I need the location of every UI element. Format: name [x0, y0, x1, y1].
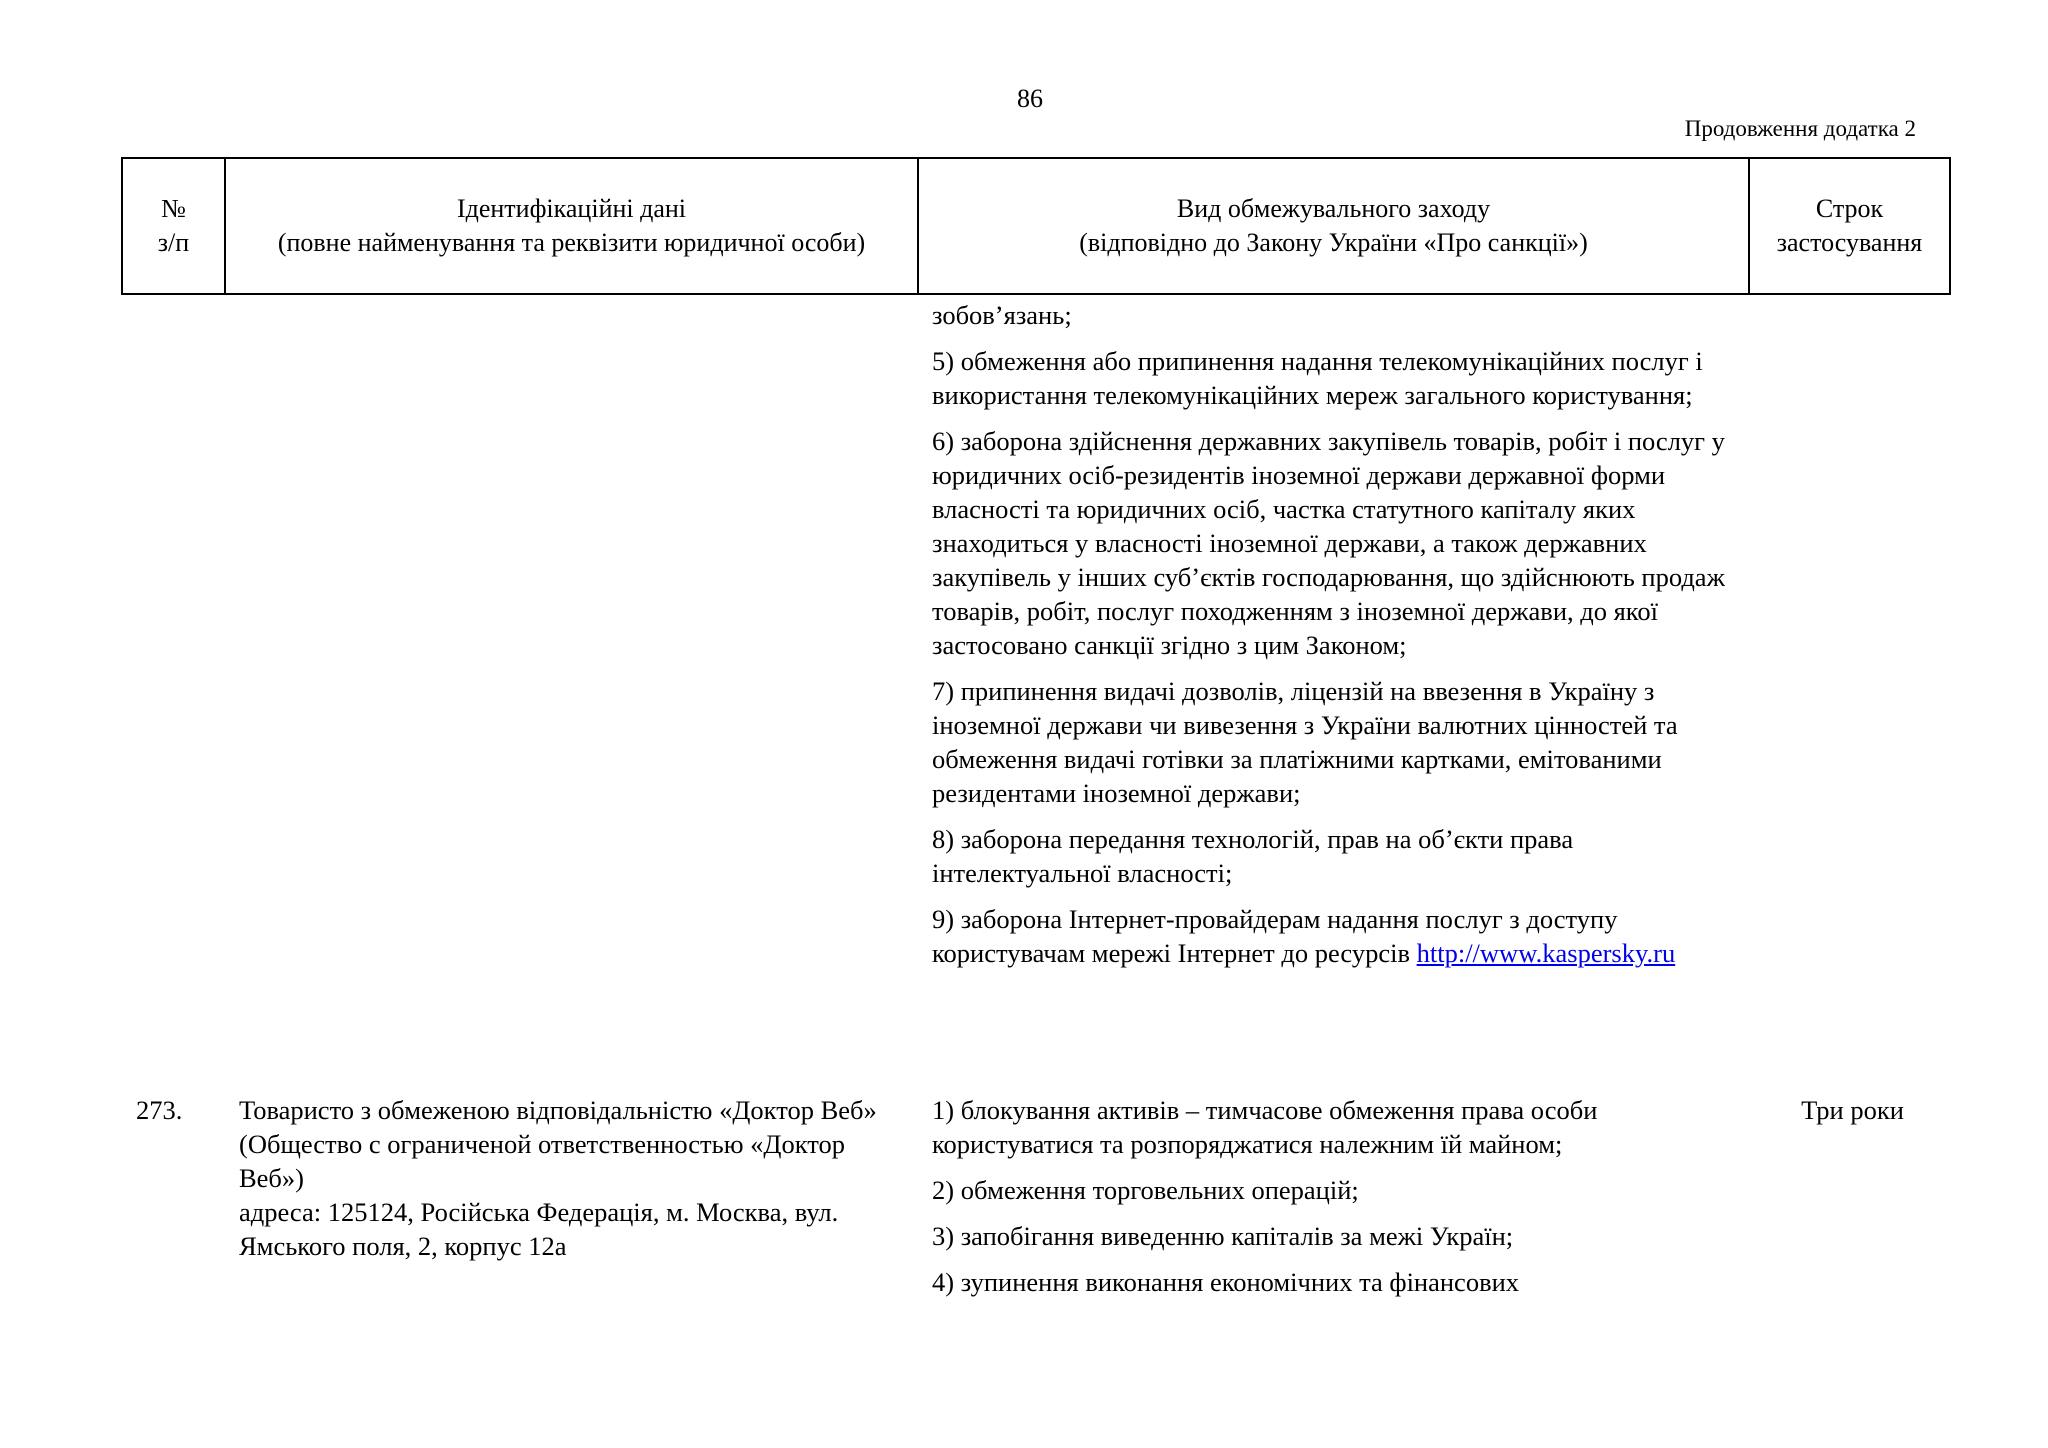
header-measure-line-2: (відповідно до Закону України «Про санкції»)	[1079, 228, 1588, 257]
continued-measures	[932, 298, 1752, 982]
page-number: 86	[1017, 84, 1043, 113]
entry-measure-item: 1) блокування активів – тимчасове обмеження права особи користуватися та розпоряджатися належним їй майном;	[932, 1095, 1598, 1159]
header-number-line-2: з/п	[157, 228, 190, 257]
entry-name: Товаристо з обмеженою відповідальністю «Доктор Веб» (Общество с ограниченой ответственностью «Доктор Веб»)	[239, 1095, 877, 1193]
entry-address: адреса: 125124, Російська Федерація, м. Москва, вул. Ямського поля, 2, корпус 12а	[239, 1197, 839, 1261]
continuation-note: Продовження додатка 2	[1684, 116, 1916, 141]
continued-measure-item: 6) заборона здійснення державних закупівель товарів, робіт і послуг у юридичних осіб-резидентів іноземної держави державної форми власності та юридичних осіб, частка статутного капіталу яких знаходиться у власності іноземної держави, а також державних закупівель у інших суб’єктів господарювання, що здійснюють продаж товарів, робіт, послуг походженням з іноземної держави, до якої застосовано санкції згідно з цим Законом;	[932, 426, 1725, 660]
header-identification-column	[225, 158, 918, 294]
entry-measure-item: 2) обмеження торговельних операцій;	[932, 1175, 1359, 1205]
header-term-line-1: Строк	[1815, 194, 1884, 223]
continued-measure-item: зобов’язань;	[932, 300, 1072, 330]
header-term-column	[1749, 158, 1950, 294]
entry-measure-item: 4) зупинення виконання економічних та фінансових	[932, 1267, 1520, 1297]
measure-9-text: 9) заборона Інтернет-провайдерам надання послуг з доступу користувачам мережі Інтернет до ресурсів	[932, 904, 1618, 968]
header-measure-line-1: Вид обмежувального заходу	[1176, 194, 1491, 223]
continued-measure-item-9	[932, 902, 1752, 970]
table-header	[121, 157, 1951, 295]
entry-identification	[239, 1093, 889, 1263]
continued-measure-item: 8) заборона передання технологій, прав на об’єкти права інтелектуальної власності;	[932, 824, 1574, 888]
continued-measure-item: 7) припинення видачі дозволів, ліцензій на ввезення в Україну з іноземної держави чи вивезення з України валютних цінностей та обмеження видачі готівки за платіжними картками, емітованими резидентами іноземної держави;	[932, 676, 1678, 808]
header-number-line-1: №	[161, 194, 186, 223]
continued-measure-item: 5) обмеження або припинення надання телекомунікаційних послуг і використання телекомунікаційних мереж загального користування;	[932, 346, 1703, 410]
header-measure-column	[918, 158, 1749, 294]
header-number-column	[122, 158, 225, 294]
entry-measures	[932, 1093, 1752, 1311]
kaspersky-link[interactable]: http://www.kaspersky.ru	[1416, 938, 1676, 968]
header-identification-line-1: Ідентифікаційні дані	[456, 194, 687, 223]
header-identification-line-2: (повне найменування та реквізити юридичної особи)	[277, 228, 866, 257]
entry-term: Три роки	[1801, 1095, 1904, 1125]
entry-number: 273.	[136, 1095, 183, 1125]
entry-measure-item: 3) запобігання виведенню капіталів за межі Україн;	[932, 1221, 1514, 1251]
header-term-line-2: застосування	[1776, 228, 1923, 257]
